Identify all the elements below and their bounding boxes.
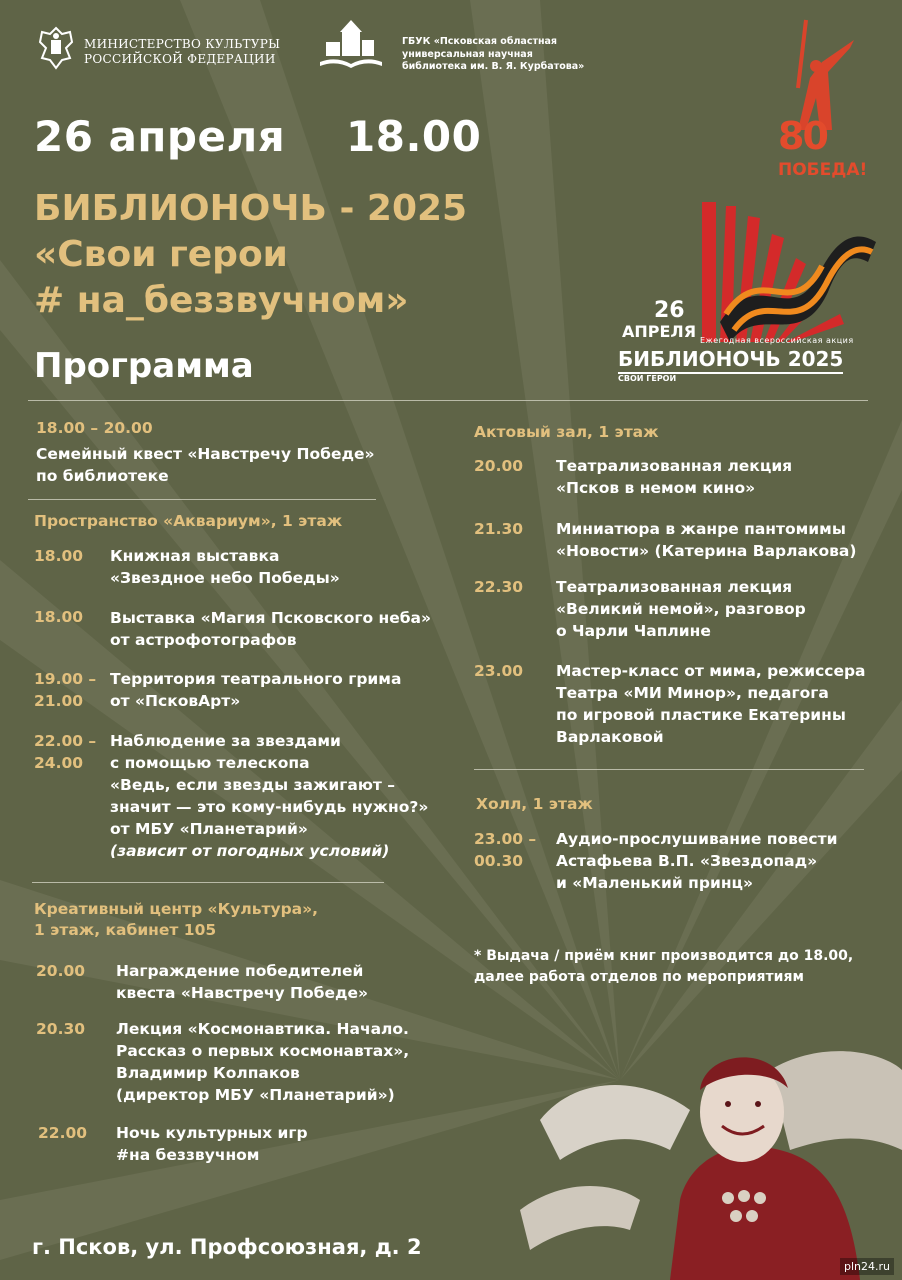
event-time-label: 20.00 — [474, 457, 524, 475]
event-date: 26 апреля — [34, 112, 286, 161]
pilot-photo-illustration — [520, 1030, 902, 1280]
event-description: Территория театрального грима от «ПсковАрт» — [110, 670, 402, 710]
emblem-day: 26 — [654, 298, 685, 323]
event-time-label: 20.00 — [36, 962, 86, 980]
event-description: Награждение победителей квеста «Навстречу Победе» — [116, 962, 369, 1002]
event-description: Ночь культурных игр #на беззвучном — [116, 1124, 308, 1164]
ministry-emblem-icon — [36, 26, 76, 70]
family-quest-time: 18.00 – 20.00 — [36, 419, 153, 437]
library-name: ГБУК «Псковская областная универсальная научная библиотека им. В. Я. Курбатова» — [402, 36, 585, 72]
event-description: Театрализованная лекция «Великий немой», разговор о Чарли Чаплине — [556, 578, 806, 640]
library-logo-icon — [318, 18, 384, 74]
emblem-tagline: СВОИ ГЕРОИ — [618, 374, 677, 383]
event-description: Театрализованная лекция «Псков в немом кино» — [556, 457, 793, 497]
event-time-label: 22.00 — [38, 1124, 88, 1142]
weather-note: (зависит от погодных условий) — [110, 842, 390, 860]
emblem-month: АПРЕЛЯ — [622, 322, 697, 341]
section-heading-hall: Холл, 1 этаж — [476, 795, 593, 813]
victory-number: 80 — [778, 114, 827, 158]
emblem-subtitle: Ежегодная всероссийская акция — [700, 336, 854, 345]
section-heading-aquarium: Пространство «Аквариум», 1 этаж — [34, 512, 343, 530]
event-time-label: 23.00 — [474, 662, 524, 680]
site-watermark: pln24.ru — [840, 1258, 894, 1275]
divider — [474, 769, 864, 770]
event-time-label: 18.00 — [34, 608, 84, 626]
event-time-label: 22.00 – 24.00 — [34, 732, 97, 772]
section-heading-culture: Креативный центр «Культура», 1 этаж, кабинет 105 — [34, 900, 319, 939]
family-quest-description: Семейный квест «Навстречу Победе» по библиотеке — [36, 445, 375, 485]
event-time-label: 20.30 — [36, 1020, 86, 1038]
event-time: 18.00 — [346, 112, 482, 161]
event-description: Книжная выставка «Звездное небо Победы» — [110, 547, 340, 587]
event-description: Наблюдение за звездами с помощью телескопа «Ведь, если звезды зажигают – значит — это кому-нибудь нужно?» от МБУ «Планетарий» (зависит от погодных условий) — [110, 732, 429, 860]
event-time-label: 23.00 – 00.30 — [474, 830, 537, 870]
event-time-label: 19.00 – 21.00 — [34, 670, 97, 710]
event-description: Аудио-прослушивание повести Астафьева В.П. «Звездопад» и «Маленький принц» — [556, 830, 838, 892]
event-description: Лекция «Космонавтика. Начало. Рассказ о первых космонавтах», Владимир Колпаков (директор МБУ «Планетарий») — [116, 1020, 410, 1104]
victory-word: ПОБЕДА! — [778, 160, 868, 180]
biblionight-emblem — [612, 196, 882, 386]
emblem-name: БИБЛИОНОЧЬ 2025 — [618, 348, 843, 374]
divider — [32, 882, 384, 883]
ministry-name: МИНИСТЕРСТВО КУЛЬТУРЫ РОССИЙСКОЙ ФЕДЕРАЦИИ — [84, 37, 281, 66]
divider — [28, 499, 376, 500]
event-title: БИБЛИОНОЧЬ - 2025 «Свои герои # на_беззвучном» — [34, 188, 468, 321]
victory-80-logo — [776, 18, 868, 184]
address: г. Псков, ул. Профсоюзная, д. 2 — [32, 1235, 422, 1259]
event-description: Выставка «Магия Псковского неба» от астрофотографов — [110, 609, 432, 649]
program-heading: Программа — [34, 346, 254, 386]
divider — [28, 400, 868, 401]
event-time-label: 22.30 — [474, 578, 524, 596]
rays-and-ribbon-icon — [700, 202, 880, 342]
event-time-label: 18.00 — [34, 547, 84, 565]
book-service-notice: * Выдача / приём книг производится до 18.00, далее работа отделов по мероприятиям — [474, 948, 854, 985]
event-description: Мастер-класс от мима, режиссера Театра «МИ Минор», педагога по игровой пластике Екатерины Варлаковой — [556, 662, 866, 746]
section-heading-assembly-hall: Актовый зал, 1 этаж — [474, 423, 659, 441]
event-time-label: 21.30 — [474, 520, 524, 538]
event-description: Миниатюра в жанре пантомимы «Новости» (Катерина Варлакова) — [556, 520, 857, 560]
